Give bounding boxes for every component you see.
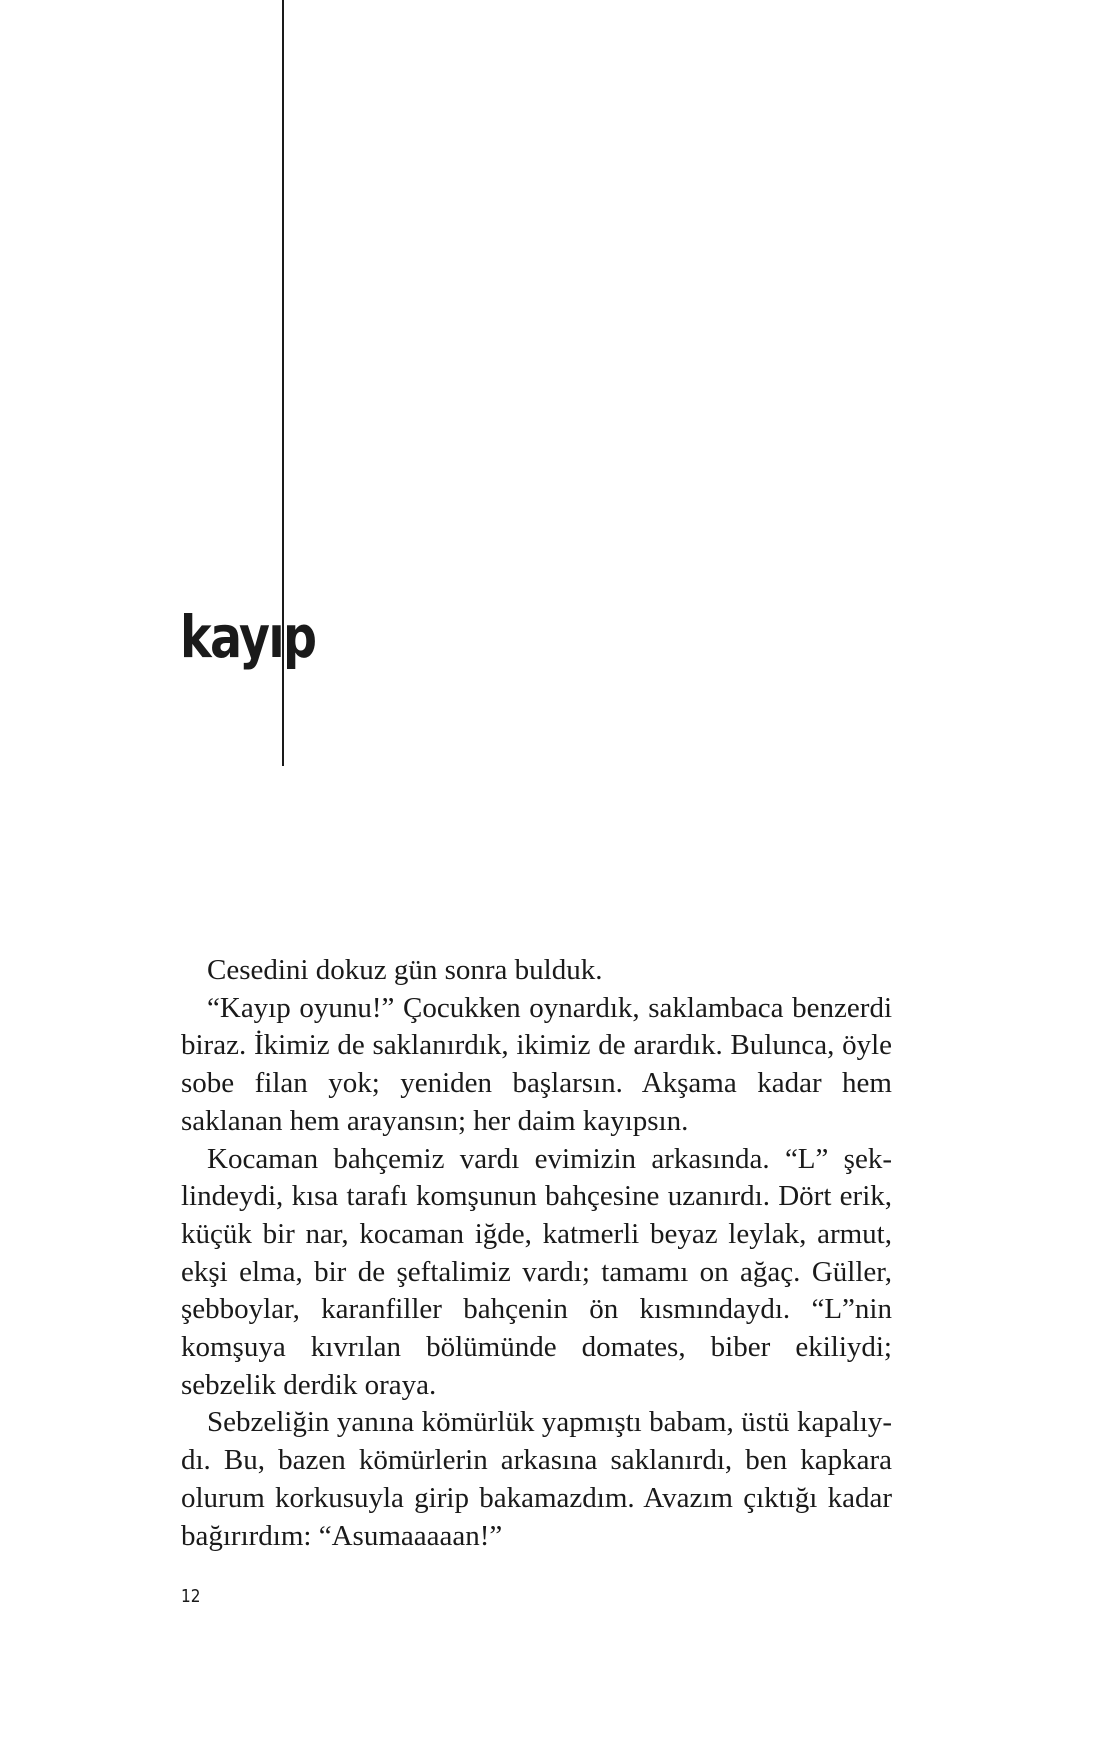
page-number: 12 — [181, 1586, 201, 1607]
chapter-title: kayıp — [180, 603, 316, 671]
paragraph-4: Sebzeliğin yanına kömürlük yapmıştı babam, üstü kapalıydı. Bu, bazen kömürlerin arkasına saklanırdı, ben kapkara olurum korkusuyla girip bakamazdım. Avazım çıktığı kadar bağırırdım: “Asumaaaaan!” — [181, 1406, 892, 1552]
paragraph-1: Cesedini dokuz gün sonra bulduk. — [207, 954, 603, 986]
paragraph-3: Kocaman bahçemiz vardı evimizin arkasında. “L” şeklindeydi, kısa tarafı komşunun bahçesine uzanırdı. Dört erik, küçük bir nar, kocaman iğde, katmerli beyaz leylak, armut, ekşi elma, bir de şeftalimiz vardı; tamamı on ağaç. Güller, şebboylar, karanfiller bahçenin ön kısmındaydı. “L”nin komşuya kıvrılan bölümünde domates, biber ekiliydi; sebzelik derdik oraya. — [181, 1142, 892, 1401]
body-text — [181, 952, 892, 1555]
paragraph-2: “Kayıp oyunu!” Çocukken oynardık, saklambaca benzerdi biraz. İkimiz de saklanırdık, ikimiz de arardık. Bulunca, öyle sobe filan yok; yeniden başlarsın. Akşama kadar hem saklanan hem arayansın; her daim kayıpsın. — [181, 991, 892, 1137]
